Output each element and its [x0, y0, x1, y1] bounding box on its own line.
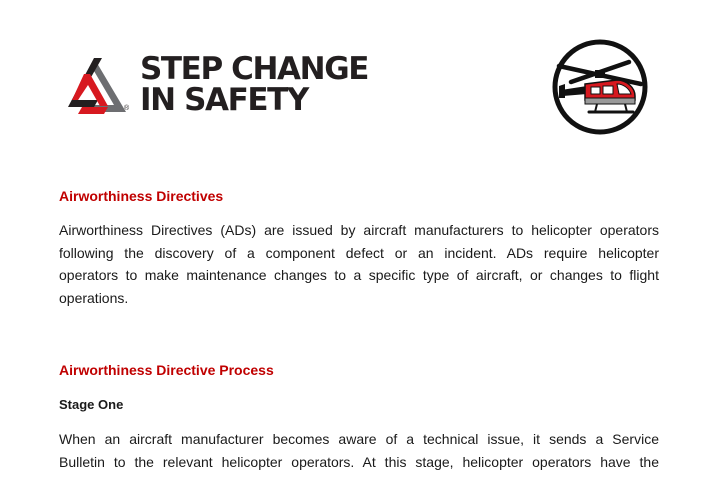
paragraph-line: following the discovery of a component defect or an incident. ADs require helicopter	[59, 244, 659, 261]
section2-paragraph	[59, 428, 659, 473]
paragraph-line: Bulletin to the relevant helicopter operators. At this stage, helicopter operators have the	[59, 453, 659, 470]
subheading-stage-one: Stage One	[59, 397, 124, 412]
step-change-logo-icon	[64, 56, 132, 116]
paragraph-line: Airworthiness Directives (ADs) are issued by aircraft manufacturers to helicopter operators	[59, 222, 659, 238]
paragraph-line: operators to make maintenance changes to a specific type of aircraft, or changes to flight	[59, 267, 659, 284]
paragraph-line: When an aircraft manufacturer becomes aware of a technical issue, it sends a Service	[59, 431, 659, 447]
logo-line-2: IN SAFETY	[140, 82, 308, 118]
section-heading-airworthiness-directives: Airworthiness Directives	[59, 188, 224, 204]
section-heading-ad-process: Airworthiness Directive Process	[59, 362, 274, 378]
logo-line-1: STEP CHANGE	[140, 51, 369, 87]
registered-mark: ®	[124, 105, 130, 112]
section1-paragraph	[59, 219, 659, 309]
helicopter-badge-icon	[551, 38, 649, 136]
paragraph-line: operations.	[59, 289, 129, 306]
logo-wordmark	[140, 51, 369, 118]
